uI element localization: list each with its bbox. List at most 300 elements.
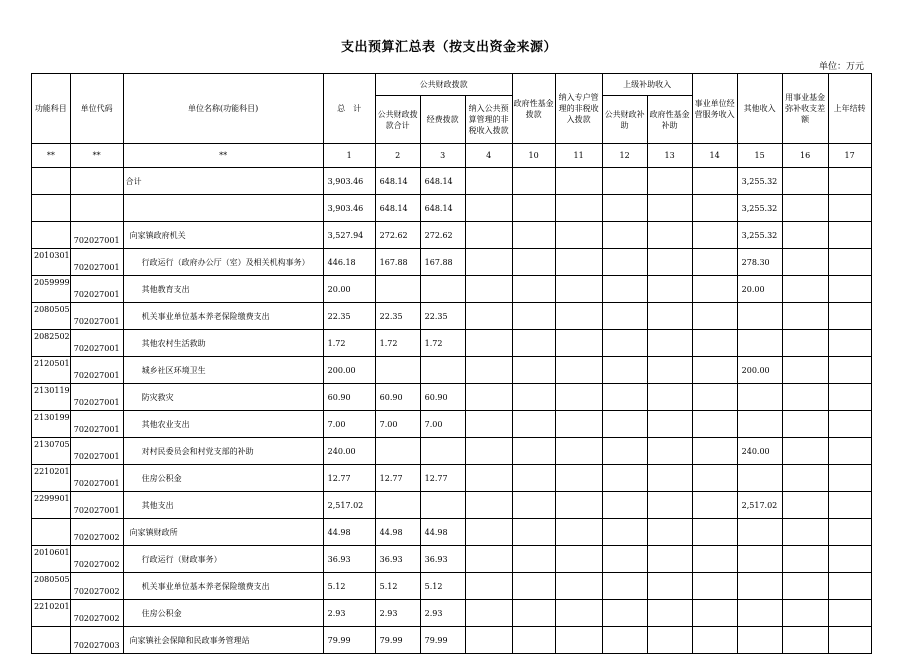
value-cell [782,411,828,438]
value-cell [465,357,512,384]
value-cell: 20.00 [737,276,782,303]
value-cell [828,627,871,654]
unit-code-cell: 702027001 [70,330,123,357]
value-cell [465,438,512,465]
value-cell: 7.00 [323,411,375,438]
table-row [32,303,872,330]
unit-name-cell: 其他农业支出 [123,411,323,438]
value-cell [647,600,692,627]
func-code-cell: 2059999 [32,276,71,303]
value-cell [602,438,647,465]
index-cell: 3 [420,144,465,168]
value-cell: 44.98 [420,519,465,546]
index-row [32,144,872,168]
value-cell: 36.93 [323,546,375,573]
value-cell: 1.72 [420,330,465,357]
header-biz-income: 事业单位经营服务收入 [692,74,737,144]
value-cell [782,249,828,276]
value-cell [555,222,602,249]
value-cell [828,276,871,303]
value-cell [512,546,555,573]
value-cell [420,492,465,519]
value-cell: 1.72 [323,330,375,357]
value-cell [602,222,647,249]
value-cell [602,465,647,492]
unit-name-cell: 其他农村生活救助 [123,330,323,357]
value-cell [465,627,512,654]
value-cell [512,573,555,600]
value-cell [465,411,512,438]
index-cell: 10 [512,144,555,168]
unit-code-cell: 702027001 [70,249,123,276]
value-cell [692,519,737,546]
value-cell [602,546,647,573]
unit-name-cell: 向家镇社会保障和民政事务管理站 [123,627,323,654]
value-cell: 272.62 [375,222,420,249]
table-row [32,600,872,627]
value-cell [602,492,647,519]
unit-name-cell: 住房公积金 [123,465,323,492]
value-cell: 2,517.02 [737,492,782,519]
unit-code-cell: 702027001 [70,465,123,492]
value-cell: 648.14 [375,168,420,195]
value-cell [737,411,782,438]
value-cell [420,276,465,303]
value-cell [465,519,512,546]
table-row [32,222,872,249]
func-code-cell: 2130119 [32,384,71,411]
value-cell: 648.14 [420,195,465,222]
unit-name-cell: 合计 [123,168,323,195]
value-cell: 44.98 [375,519,420,546]
value-cell: 36.93 [375,546,420,573]
unit-code-cell: 702027001 [70,303,123,330]
value-cell [692,411,737,438]
value-cell [512,303,555,330]
value-cell [465,384,512,411]
table-row [32,519,872,546]
value-cell [465,168,512,195]
value-cell: 272.62 [420,222,465,249]
value-cell [602,276,647,303]
value-cell: 12.77 [420,465,465,492]
value-cell [647,627,692,654]
unit-name-cell [123,195,323,222]
value-cell: 2.93 [323,600,375,627]
value-cell [782,168,828,195]
value-cell: 648.14 [420,168,465,195]
value-cell [828,465,871,492]
value-cell: 240.00 [323,438,375,465]
index-cell: ** [123,144,323,168]
table-row [32,249,872,276]
header-unit-code: 单位代码 [70,74,123,144]
value-cell [828,168,871,195]
value-cell: 3,255.32 [737,195,782,222]
value-cell [512,600,555,627]
value-cell [555,357,602,384]
table-row [32,492,872,519]
value-cell [782,330,828,357]
unit-name-cell: 其他教育支出 [123,276,323,303]
value-cell [647,492,692,519]
value-cell [512,195,555,222]
value-cell [782,357,828,384]
value-cell [692,249,737,276]
unit-name-cell: 住房公积金 [123,600,323,627]
value-cell [602,600,647,627]
unit-name-cell: 行政运行（政府办公厅（室）及相关机构事务） [123,249,323,276]
value-cell: 36.93 [420,546,465,573]
value-cell [692,384,737,411]
value-cell [512,438,555,465]
value-cell [782,492,828,519]
value-cell [602,411,647,438]
value-cell [512,276,555,303]
value-cell [375,438,420,465]
value-cell [555,573,602,600]
value-cell: 7.00 [420,411,465,438]
value-cell: 60.90 [375,384,420,411]
func-code-cell: 2080505 [32,573,71,600]
value-cell [647,276,692,303]
header-other-income: 其他收入 [737,74,782,144]
value-cell [647,168,692,195]
index-cell: 4 [465,144,512,168]
value-cell [828,222,871,249]
value-cell: 79.99 [375,627,420,654]
value-cell: 2.93 [420,600,465,627]
value-cell: 22.35 [375,303,420,330]
value-cell [512,627,555,654]
value-cell [375,492,420,519]
value-cell [692,330,737,357]
value-cell [602,384,647,411]
value-cell [512,492,555,519]
unit-name-cell: 行政运行（财政事务） [123,546,323,573]
value-cell [465,600,512,627]
value-cell: 79.99 [420,627,465,654]
value-cell [555,465,602,492]
value-cell [692,195,737,222]
value-cell [737,546,782,573]
func-code-cell [32,222,71,249]
index-cell: 14 [692,144,737,168]
index-cell: 12 [602,144,647,168]
value-cell [828,600,871,627]
value-cell: 5.12 [375,573,420,600]
table-row [32,384,872,411]
func-code-cell [32,168,71,195]
value-cell [692,222,737,249]
value-cell [692,600,737,627]
value-cell [737,600,782,627]
value-cell [465,303,512,330]
value-cell [602,168,647,195]
unit-name-cell: 对村民委员会和村党支部的补助 [123,438,323,465]
value-cell: 240.00 [737,438,782,465]
unit-code-cell [70,195,123,222]
value-cell [555,438,602,465]
value-cell [647,249,692,276]
header-func-code: 功能科目 [32,74,71,144]
value-cell [555,411,602,438]
value-cell: 60.90 [323,384,375,411]
header-nontax-special: 纳入专户管理的非税收入拨款 [555,74,602,144]
value-cell: 5.12 [323,573,375,600]
func-code-cell [32,627,71,654]
value-cell [782,519,828,546]
value-cell [647,357,692,384]
value-cell [465,330,512,357]
value-cell [647,465,692,492]
index-cell: ** [32,144,71,168]
value-cell [647,573,692,600]
table-row [32,627,872,654]
func-code-cell: 2210201 [32,465,71,492]
unit-code-cell: 702027002 [70,600,123,627]
value-cell [375,357,420,384]
value-cell [737,627,782,654]
header-public-fiscal-total: 公共财政拨款合计 [375,96,420,144]
value-cell: 167.88 [420,249,465,276]
unit-code-cell: 702027001 [70,276,123,303]
value-cell [828,195,871,222]
func-code-cell: 2010301 [32,249,71,276]
value-cell [647,303,692,330]
value-cell [782,384,828,411]
value-cell [647,330,692,357]
value-cell [555,546,602,573]
value-cell: 20.00 [323,276,375,303]
value-cell [555,600,602,627]
index-cell: 15 [737,144,782,168]
value-cell [782,276,828,303]
table-row [32,168,872,195]
index-cell: ** [70,144,123,168]
value-cell [647,519,692,546]
value-cell [555,276,602,303]
page-title: 支出预算汇总表（按支出资金来源） [340,40,557,55]
value-cell [512,168,555,195]
table-row [32,546,872,573]
value-cell [512,384,555,411]
value-cell [420,357,465,384]
value-cell [512,411,555,438]
value-cell [602,357,647,384]
value-cell: 3,255.32 [737,168,782,195]
value-cell [782,222,828,249]
value-cell [555,627,602,654]
func-code-cell: 2082502 [32,330,71,357]
value-cell [737,303,782,330]
unit-name-cell: 向家镇财政所 [123,519,323,546]
header-last-year: 上年结转 [828,74,871,144]
value-cell [555,519,602,546]
index-cell: 11 [555,144,602,168]
value-cell [782,303,828,330]
value-cell [602,519,647,546]
value-cell [782,465,828,492]
index-cell: 1 [323,144,375,168]
value-cell [782,546,828,573]
value-cell [512,357,555,384]
header-gov-fund: 政府性基金拨款 [512,74,555,144]
value-cell [828,438,871,465]
value-cell [420,438,465,465]
value-cell: 2,517.02 [323,492,375,519]
unit-code-cell: 702027001 [70,492,123,519]
unit-code-cell: 702027002 [70,546,123,573]
unit-code-cell: 702027001 [70,384,123,411]
value-cell [692,438,737,465]
value-cell [465,465,512,492]
value-cell [782,573,828,600]
func-code-cell: 2080505 [32,303,71,330]
unit-code-cell: 702027001 [70,357,123,384]
value-cell [828,249,871,276]
value-cell [555,384,602,411]
value-cell [375,276,420,303]
value-cell [828,330,871,357]
value-cell [692,492,737,519]
value-cell [555,195,602,222]
value-cell: 446.18 [323,249,375,276]
value-cell: 648.14 [375,195,420,222]
index-cell: 17 [828,144,871,168]
value-cell [602,195,647,222]
value-cell: 22.35 [323,303,375,330]
value-cell: 2.93 [375,600,420,627]
value-cell [555,249,602,276]
value-cell [555,168,602,195]
value-cell [512,249,555,276]
func-code-cell [32,519,71,546]
value-cell: 167.88 [375,249,420,276]
value-cell [737,465,782,492]
value-cell [647,411,692,438]
value-cell: 60.90 [420,384,465,411]
value-cell [602,573,647,600]
header-upper-public: 公共财政补助 [602,96,647,144]
value-cell: 1.72 [375,330,420,357]
unit-name-cell: 机关事业单位基本养老保险缴费支出 [123,573,323,600]
func-code-cell: 2210201 [32,600,71,627]
value-cell [692,357,737,384]
value-cell: 12.77 [323,465,375,492]
value-cell [692,627,737,654]
value-cell [828,546,871,573]
budget-table [31,73,872,654]
value-cell: 5.12 [420,573,465,600]
table-row [32,276,872,303]
value-cell: 200.00 [737,357,782,384]
value-cell [512,465,555,492]
table-row [32,411,872,438]
value-cell: 200.00 [323,357,375,384]
index-cell: 2 [375,144,420,168]
value-cell [647,438,692,465]
value-cell: 278.30 [737,249,782,276]
index-cell: 13 [647,144,692,168]
value-cell [737,573,782,600]
value-cell: 79.99 [323,627,375,654]
index-cell: 16 [782,144,828,168]
value-cell: 44.98 [323,519,375,546]
value-cell [465,573,512,600]
table-row [32,465,872,492]
value-cell [465,492,512,519]
value-cell [782,438,828,465]
value-cell [602,249,647,276]
func-code-cell: 2010601 [32,546,71,573]
value-cell: 3,903.46 [323,195,375,222]
value-cell [602,303,647,330]
unit-code-cell [70,168,123,195]
value-cell [692,276,737,303]
value-cell [782,627,828,654]
value-cell [647,546,692,573]
func-code-cell: 2299901 [32,492,71,519]
value-cell [782,195,828,222]
header-biz-fund: 用事业基金弥补收支差额 [782,74,828,144]
header-upper-subsidy: 上级补助收入 [602,74,692,96]
value-cell [737,519,782,546]
value-cell [647,384,692,411]
value-cell [692,168,737,195]
value-cell [555,330,602,357]
value-cell [465,249,512,276]
unit-code-cell: 702027001 [70,411,123,438]
table-row [32,330,872,357]
value-cell [828,519,871,546]
value-cell [828,357,871,384]
value-cell [828,411,871,438]
header-funds-alloc: 经费拨款 [420,96,465,144]
func-code-cell: 2120501 [32,357,71,384]
table-row [32,438,872,465]
table-body [32,144,872,654]
value-cell [465,222,512,249]
value-cell [828,573,871,600]
unit-code-cell: 702027001 [70,438,123,465]
value-cell [828,303,871,330]
value-cell: 12.77 [375,465,420,492]
value-cell [512,519,555,546]
value-cell [555,303,602,330]
value-cell [512,222,555,249]
value-cell [647,222,692,249]
header-nontax-budget: 纳入公共预算管理的非税收入拨款 [465,96,512,144]
value-cell [692,303,737,330]
value-cell [647,195,692,222]
value-cell [828,492,871,519]
value-cell [465,195,512,222]
header-upper-gov-fund: 政府性基金补助 [647,96,692,144]
func-code-cell [32,195,71,222]
func-code-cell: 2130199 [32,411,71,438]
unit-code-cell: 702027001 [70,222,123,249]
value-cell [692,573,737,600]
value-cell [828,384,871,411]
func-code-cell: 2130705 [32,438,71,465]
table-row [32,357,872,384]
header-public-fiscal: 公共财政拨款 [375,74,512,96]
unit-name-cell: 防灾救灾 [123,384,323,411]
value-cell: 3,527.94 [323,222,375,249]
unit-name-cell: 向家镇政府机关 [123,222,323,249]
value-cell [512,330,555,357]
